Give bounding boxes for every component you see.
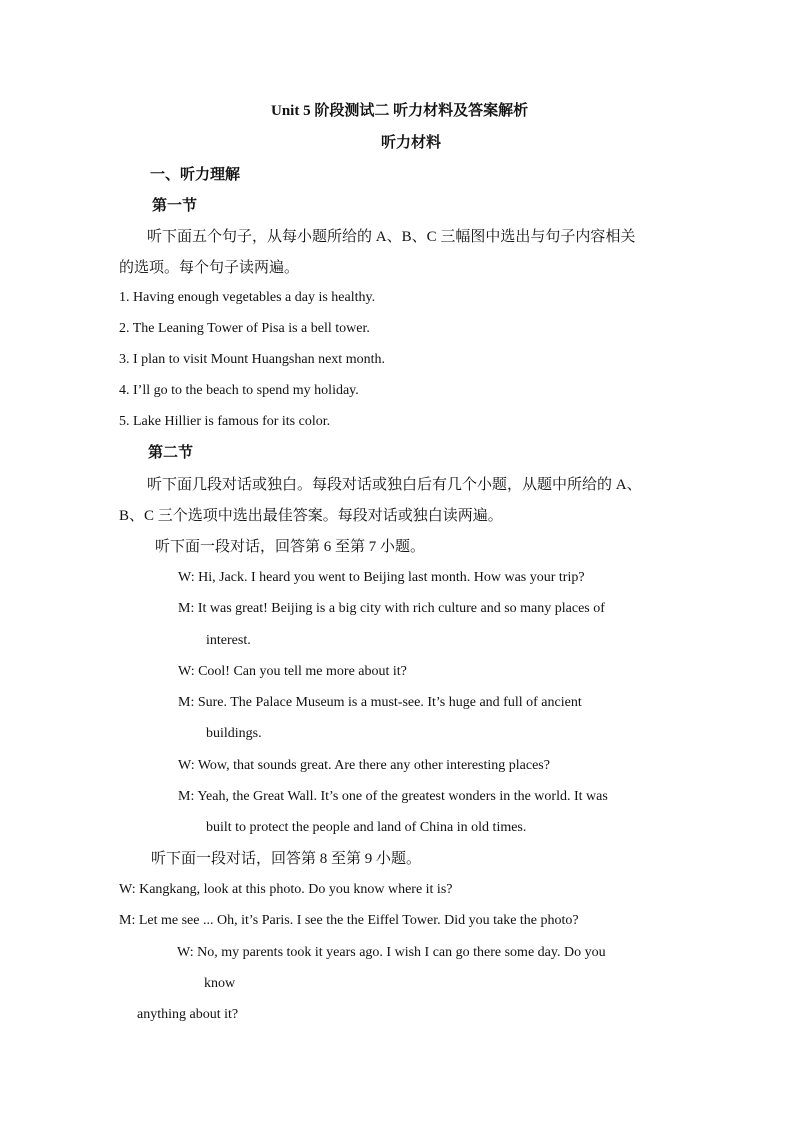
dialogue-line: M: It was great! Beijing is a big city with rich culture and so many places of [178,601,605,616]
section1-instruction: 听下面五个句子，从每小题所给的 A、B、C 三幅图中选出与句子内容相关 [147,229,636,245]
dialogue-line: W: No, my parents took it years ago. I wish I can go there some day. Do you [177,945,606,960]
dialogue-line: know [204,976,236,991]
section2-heading: 第二节 [148,445,194,461]
dialogue-line: W: Hi, Jack. I heard you went to Beijing last month. How was your trip? [178,570,585,585]
dialogue-line: W: Cool! Can you tell me more about it? [178,664,407,679]
dialogue-line: M: Let me see ... Oh, it’s Paris. I see the the Eiffel Tower. Did you take the photo? [119,913,579,928]
dialogue-line: M: Yeah, the Great Wall. It’s one of the greatest wonders in the world. It was [178,789,608,804]
section1-instruction: 的选项。每个句子读两遍。 [119,260,300,276]
section1-heading: 第一节 [152,198,198,214]
dialogue-intro: 听下面一段对话，回答第 6 至第 7 小题。 [155,539,426,555]
dialogue-line: W: Kangkang, look at this photo. Do you know where it is? [119,882,453,897]
dialogue-line: interest. [206,633,251,648]
sentence-item: 1. Having enough vegetables a day is healthy. [119,290,376,305]
dialogue-line: M: Sure. The Palace Museum is a must-see. It’s huge and full of ancient [178,695,582,710]
section2-instruction: B、C 三个选项中选出最佳答案。每段对话或独白读两遍。 [119,508,503,524]
dialogue-line: built to protect the people and land of China in old times. [206,820,527,835]
document-subtitle: 听力材料 [381,135,442,151]
sentence-item: 3. I plan to visit Mount Huangshan next month. [119,352,385,367]
dialogue-intro: 听下面一段对话，回答第 8 至第 9 小题。 [151,851,422,867]
document-title: Unit 5 阶段测试二 听力材料及答案解析 [271,103,529,119]
sentence-item: 5. Lake Hillier is famous for its color. [119,414,331,429]
section2-instruction: 听下面几段对话或独白。每段对话或独白后有几个小题，从题中所给的 A、 [147,477,642,493]
dialogue-line: buildings. [206,726,262,741]
dialogue-line: W: Wow, that sounds great. Are there any other interesting places? [178,758,550,773]
sentence-item: 2. The Leaning Tower of Pisa is a bell tower. [119,321,370,336]
dialogue-line: anything about it? [137,1007,239,1022]
part-heading: 一、听力理解 [150,167,241,183]
sentence-item: 4. I’ll go to the beach to spend my holiday. [119,383,359,398]
